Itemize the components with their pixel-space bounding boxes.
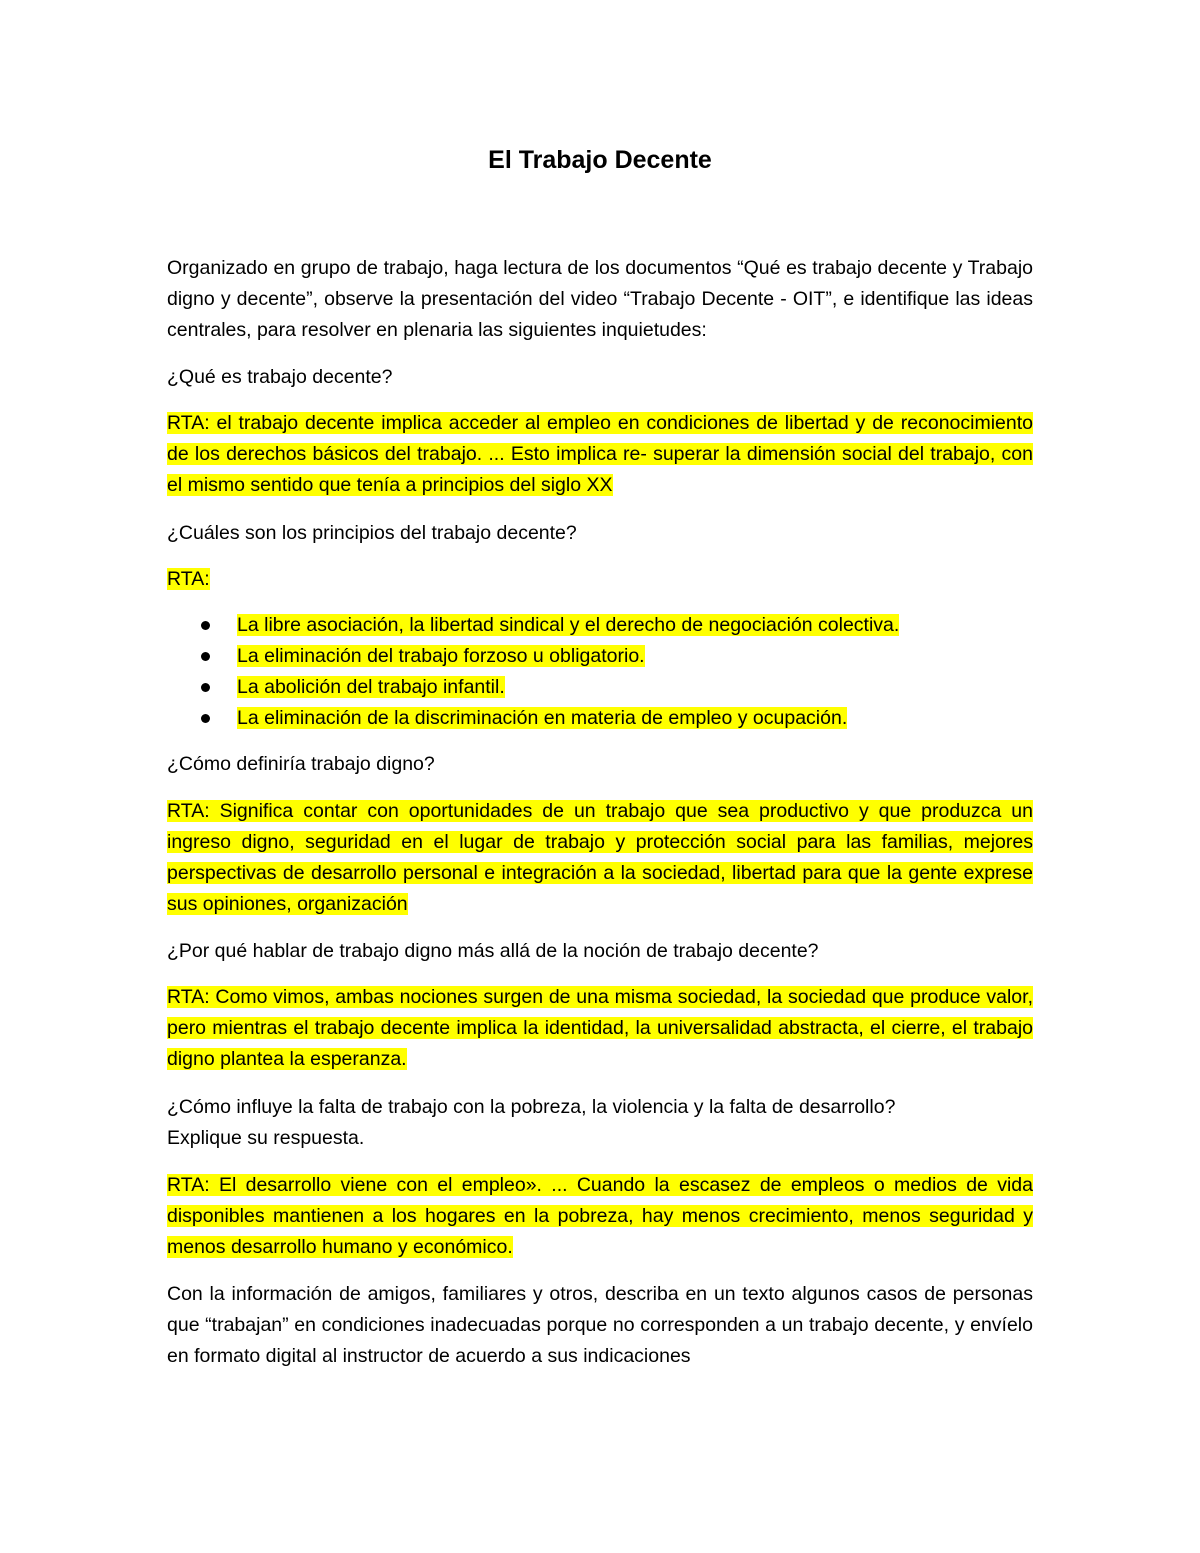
question-5-line-2: Explique su respuesta. <box>167 1127 365 1149</box>
intro-paragraph: Organizado en grupo de trabajo, haga lectura de los documentos “Qué es trabajo decente y Trabajo digno y decente”, observe la presentación del video “Trabajo Decente - OIT”, e identifique las ideas centrales, para resolver en plenaria las siguientes inquietudes: <box>167 257 1033 341</box>
question-2: ¿Cuáles son los principios del trabajo decente? <box>167 522 577 544</box>
list-item-text: La eliminación del trabajo forzoso u obligatorio. <box>237 645 645 667</box>
list-item <box>167 641 1033 672</box>
answer-4 <box>167 982 1033 1075</box>
principles-list <box>167 610 1033 734</box>
answer-5-text: RTA: El desarrollo viene con el empleo». ... Cuando la escasez de empleos o medios de vida disponibles mantienen a los hogares en la pobreza, hay menos crecimiento, menos seguridad y menos desarrollo humano y económico. <box>167 1174 1033 1258</box>
answer-1-text: RTA: el trabajo decente implica acceder al empleo en condiciones de libertad y de reconocimiento de los derechos básicos del trabajo. ... Esto implica re- superar la dimensión social del trabajo, con el mismo sentido que tenía a principios del siglo XX <box>167 412 1033 496</box>
question-1: ¿Qué es trabajo decente? <box>167 366 393 388</box>
bullet-icon <box>201 621 210 630</box>
list-item-text: La abolición del trabajo infantil. <box>237 676 505 698</box>
answer-3-text: RTA: Significa contar con oportunidades de un trabajo que sea productivo y que produzca un ingreso digno, seguridad en el lugar de trabajo y protección social para las familias, mejores perspectivas de desarrollo personal e integración a la sociedad, libertad para que la gente exprese sus opiniones, organización <box>167 800 1033 915</box>
question-5-line-1: ¿Cómo influye la falta de trabajo con la pobreza, la violencia y la falta de desarrollo? <box>167 1096 896 1118</box>
answer-3 <box>167 796 1033 920</box>
question-4: ¿Por qué hablar de trabajo digno más allá de la noción de trabajo decente? <box>167 940 819 962</box>
answer-1 <box>167 408 1033 501</box>
answer-2-label <box>167 564 1033 595</box>
list-item <box>167 610 1033 641</box>
bullet-icon <box>201 683 210 692</box>
bullet-icon <box>201 652 210 661</box>
question-3: ¿Cómo definiría trabajo digno? <box>167 753 435 775</box>
list-item <box>167 672 1033 703</box>
list-item-text: La libre asociación, la libertad sindical y el derecho de negociación colectiva. <box>237 614 900 636</box>
closing-paragraph: Con la información de amigos, familiares y otros, describa en un texto algunos casos de personas que “trabajan” en condiciones inadecuadas porque no corresponden a un trabajo decente, y envíelo en formato digital al instructor de acuerdo a sus indicaciones <box>167 1283 1033 1367</box>
list-item <box>167 703 1033 734</box>
answer-4-text: RTA: Como vimos, ambas nociones surgen de una misma sociedad, la sociedad que produce valor, pero mientras el trabajo decente implica la identidad, la universalidad abstracta, el cierre, el trabajo digno plantea la esperanza. <box>167 986 1033 1070</box>
answer-2-label-text: RTA: <box>167 568 210 590</box>
answer-5 <box>167 1170 1033 1263</box>
list-item-text: La eliminación de la discriminación en materia de empleo y ocupación. <box>237 707 848 729</box>
document-title: El Trabajo Decente <box>488 146 712 174</box>
bullet-icon <box>201 714 210 723</box>
question-5 <box>167 1092 1033 1154</box>
